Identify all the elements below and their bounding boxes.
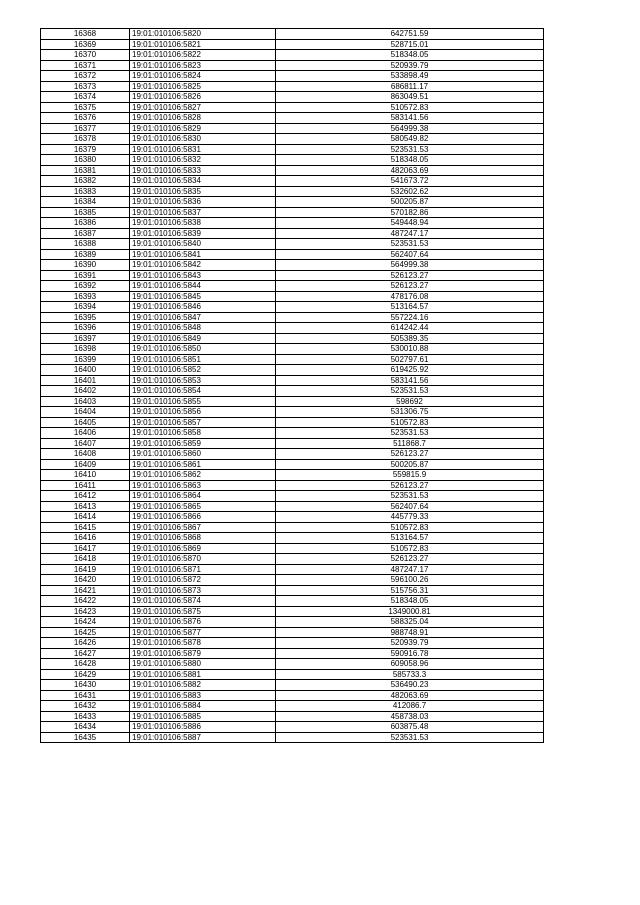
cadastral-number-cell: 19:01:010106:5885	[130, 711, 276, 722]
cadastral-number-cell: 19:01:010106:5872	[130, 575, 276, 586]
table-row	[41, 323, 544, 334]
cadastral-number-cell: 19:01:010106:5865	[130, 501, 276, 512]
row-number-cell: 16412	[41, 491, 130, 502]
table-row	[41, 155, 544, 166]
value-cell: 619425.92	[276, 365, 544, 376]
table-body	[41, 29, 544, 743]
cadastral-number-cell: 19:01:010106:5836	[130, 197, 276, 208]
table-row	[41, 512, 544, 523]
value-cell: 585733.3	[276, 669, 544, 680]
cadastral-number-cell: 19:01:010106:5840	[130, 239, 276, 250]
value-cell: 526123.27	[276, 554, 544, 565]
table-row	[41, 60, 544, 71]
cadastral-number-cell: 19:01:010106:5850	[130, 344, 276, 355]
value-cell: 458738.03	[276, 711, 544, 722]
value-cell: 614242.44	[276, 323, 544, 334]
cadastral-number-cell: 19:01:010106:5826	[130, 92, 276, 103]
value-cell: 531306.75	[276, 407, 544, 418]
row-number-cell: 16377	[41, 123, 130, 134]
table-row	[41, 102, 544, 113]
table-row	[41, 659, 544, 670]
row-number-cell: 16371	[41, 60, 130, 71]
cadastral-number-cell: 19:01:010106:5822	[130, 50, 276, 61]
row-number-cell: 16368	[41, 29, 130, 40]
table-row	[41, 407, 544, 418]
row-number-cell: 16387	[41, 228, 130, 239]
cadastral-number-cell: 19:01:010106:5877	[130, 627, 276, 638]
table-row	[41, 522, 544, 533]
row-number-cell: 16393	[41, 291, 130, 302]
row-number-cell: 16380	[41, 155, 130, 166]
cadastral-number-cell: 19:01:010106:5887	[130, 732, 276, 743]
table-row	[41, 722, 544, 733]
cadastral-number-cell: 19:01:010106:5820	[130, 29, 276, 40]
row-number-cell: 16385	[41, 207, 130, 218]
value-cell: 609058.96	[276, 659, 544, 670]
row-number-cell: 16409	[41, 459, 130, 470]
value-cell: 505389.35	[276, 333, 544, 344]
table-row	[41, 165, 544, 176]
row-number-cell: 16418	[41, 554, 130, 565]
cadastral-number-cell: 19:01:010106:5824	[130, 71, 276, 82]
row-number-cell: 16378	[41, 134, 130, 145]
row-number-cell: 16400	[41, 365, 130, 376]
table-row	[41, 417, 544, 428]
table-row	[41, 344, 544, 355]
cadastral-number-cell: 19:01:010106:5825	[130, 81, 276, 92]
table-row	[41, 701, 544, 712]
value-cell: 513164.57	[276, 302, 544, 313]
table-row	[41, 375, 544, 386]
cadastral-number-cell: 19:01:010106:5821	[130, 39, 276, 50]
row-number-cell: 16369	[41, 39, 130, 50]
row-number-cell: 16402	[41, 386, 130, 397]
value-cell: 541673.72	[276, 176, 544, 187]
table-row	[41, 585, 544, 596]
value-cell: 642751.59	[276, 29, 544, 40]
row-number-cell: 16374	[41, 92, 130, 103]
table-row	[41, 638, 544, 649]
table-row	[41, 501, 544, 512]
row-number-cell: 16424	[41, 617, 130, 628]
cadastral-number-cell: 19:01:010106:5851	[130, 354, 276, 365]
table-row	[41, 239, 544, 250]
cadastral-number-cell: 19:01:010106:5866	[130, 512, 276, 523]
value-cell: 523531.53	[276, 386, 544, 397]
value-cell: 564999.38	[276, 123, 544, 134]
value-cell: 523531.53	[276, 428, 544, 439]
value-cell: 511868.7	[276, 438, 544, 449]
row-number-cell: 16390	[41, 260, 130, 271]
row-number-cell: 16398	[41, 344, 130, 355]
table-row	[41, 386, 544, 397]
cadastral-number-cell: 19:01:010106:5832	[130, 155, 276, 166]
value-cell: 510572.83	[276, 543, 544, 554]
value-cell: 530010.88	[276, 344, 544, 355]
table-row	[41, 459, 544, 470]
table-row	[41, 575, 544, 586]
table-row	[41, 197, 544, 208]
row-number-cell: 16426	[41, 638, 130, 649]
row-number-cell: 16432	[41, 701, 130, 712]
cadastral-number-cell: 19:01:010106:5871	[130, 564, 276, 575]
table-row	[41, 50, 544, 61]
cadastral-number-cell: 19:01:010106:5853	[130, 375, 276, 386]
row-number-cell: 16372	[41, 71, 130, 82]
row-number-cell: 16401	[41, 375, 130, 386]
value-cell: 603875.48	[276, 722, 544, 733]
table-row	[41, 249, 544, 260]
cadastral-number-cell: 19:01:010106:5869	[130, 543, 276, 554]
value-cell: 526123.27	[276, 281, 544, 292]
row-number-cell: 16370	[41, 50, 130, 61]
value-cell: 520939.79	[276, 60, 544, 71]
table-row	[41, 123, 544, 134]
row-number-cell: 16408	[41, 449, 130, 460]
row-number-cell: 16434	[41, 722, 130, 733]
table-row	[41, 543, 544, 554]
value-cell: 596100.26	[276, 575, 544, 586]
cadastral-value-table	[40, 28, 544, 743]
table-row	[41, 438, 544, 449]
table-row	[41, 711, 544, 722]
cadastral-number-cell: 19:01:010106:5835	[130, 186, 276, 197]
cadastral-number-cell: 19:01:010106:5834	[130, 176, 276, 187]
table-row	[41, 312, 544, 323]
cadastral-number-cell: 19:01:010106:5844	[130, 281, 276, 292]
cadastral-number-cell: 19:01:010106:5879	[130, 648, 276, 659]
row-number-cell: 16420	[41, 575, 130, 586]
cadastral-number-cell: 19:01:010106:5852	[130, 365, 276, 376]
table-row	[41, 365, 544, 376]
table-row	[41, 281, 544, 292]
table-row	[41, 732, 544, 743]
cadastral-number-cell: 19:01:010106:5882	[130, 680, 276, 691]
table-row	[41, 617, 544, 628]
table-row	[41, 144, 544, 155]
row-number-cell: 16373	[41, 81, 130, 92]
table-row	[41, 228, 544, 239]
cadastral-number-cell: 19:01:010106:5875	[130, 606, 276, 617]
cadastral-number-cell: 19:01:010106:5828	[130, 113, 276, 124]
cadastral-number-cell: 19:01:010106:5827	[130, 102, 276, 113]
table-row	[41, 480, 544, 491]
value-cell: 487247.17	[276, 228, 544, 239]
cadastral-number-cell: 19:01:010106:5830	[130, 134, 276, 145]
row-number-cell: 16413	[41, 501, 130, 512]
cadastral-number-cell: 19:01:010106:5837	[130, 207, 276, 218]
table-row	[41, 29, 544, 40]
value-cell: 863049.51	[276, 92, 544, 103]
value-cell: 583141.56	[276, 375, 544, 386]
table-row	[41, 606, 544, 617]
table-row	[41, 176, 544, 187]
cadastral-number-cell: 19:01:010106:5861	[130, 459, 276, 470]
value-cell: 590916.78	[276, 648, 544, 659]
table-row	[41, 302, 544, 313]
table-row	[41, 260, 544, 271]
row-number-cell: 16410	[41, 470, 130, 481]
table-row	[41, 333, 544, 344]
cadastral-number-cell: 19:01:010106:5878	[130, 638, 276, 649]
row-number-cell: 16422	[41, 596, 130, 607]
row-number-cell: 16419	[41, 564, 130, 575]
table-row	[41, 39, 544, 50]
table-row	[41, 690, 544, 701]
cadastral-number-cell: 19:01:010106:5829	[130, 123, 276, 134]
row-number-cell: 16429	[41, 669, 130, 680]
value-cell: 523531.53	[276, 144, 544, 155]
table-row	[41, 533, 544, 544]
row-number-cell: 16375	[41, 102, 130, 113]
table-row	[41, 596, 544, 607]
row-number-cell: 16405	[41, 417, 130, 428]
row-number-cell: 16389	[41, 249, 130, 260]
table-row	[41, 470, 544, 481]
cadastral-number-cell: 19:01:010106:5838	[130, 218, 276, 229]
value-cell: 510572.83	[276, 102, 544, 113]
cadastral-number-cell: 19:01:010106:5858	[130, 428, 276, 439]
cadastral-number-cell: 19:01:010106:5862	[130, 470, 276, 481]
cadastral-number-cell: 19:01:010106:5849	[130, 333, 276, 344]
value-cell: 532602.62	[276, 186, 544, 197]
value-cell: 487247.17	[276, 564, 544, 575]
value-cell: 988748.91	[276, 627, 544, 638]
row-number-cell: 16430	[41, 680, 130, 691]
cadastral-number-cell: 19:01:010106:5831	[130, 144, 276, 155]
value-cell: 526123.27	[276, 449, 544, 460]
row-number-cell: 16404	[41, 407, 130, 418]
cadastral-number-cell: 19:01:010106:5884	[130, 701, 276, 712]
value-cell: 583141.56	[276, 113, 544, 124]
table-row	[41, 449, 544, 460]
value-cell: 510572.83	[276, 522, 544, 533]
row-number-cell: 16394	[41, 302, 130, 313]
cadastral-number-cell: 19:01:010106:5868	[130, 533, 276, 544]
table-row	[41, 627, 544, 638]
row-number-cell: 16384	[41, 197, 130, 208]
row-number-cell: 16395	[41, 312, 130, 323]
value-cell: 588325.04	[276, 617, 544, 628]
row-number-cell: 16428	[41, 659, 130, 670]
table-row	[41, 669, 544, 680]
value-cell: 533898.49	[276, 71, 544, 82]
cadastral-number-cell: 19:01:010106:5841	[130, 249, 276, 260]
value-cell: 520939.79	[276, 638, 544, 649]
cadastral-number-cell: 19:01:010106:5846	[130, 302, 276, 313]
cadastral-number-cell: 19:01:010106:5863	[130, 480, 276, 491]
table-row	[41, 81, 544, 92]
row-number-cell: 16399	[41, 354, 130, 365]
value-cell: 580549.82	[276, 134, 544, 145]
value-cell: 445779.33	[276, 512, 544, 523]
value-cell: 518348.05	[276, 155, 544, 166]
cadastral-number-cell: 19:01:010106:5867	[130, 522, 276, 533]
cadastral-number-cell: 19:01:010106:5873	[130, 585, 276, 596]
row-number-cell: 16392	[41, 281, 130, 292]
table-row	[41, 554, 544, 565]
value-cell: 515756.31	[276, 585, 544, 596]
value-cell: 526123.27	[276, 480, 544, 491]
row-number-cell: 16416	[41, 533, 130, 544]
table-row	[41, 207, 544, 218]
cadastral-number-cell: 19:01:010106:5847	[130, 312, 276, 323]
cadastral-number-cell: 19:01:010106:5860	[130, 449, 276, 460]
row-number-cell: 16397	[41, 333, 130, 344]
value-cell: 564999.38	[276, 260, 544, 271]
cadastral-number-cell: 19:01:010106:5823	[130, 60, 276, 71]
row-number-cell: 16414	[41, 512, 130, 523]
row-number-cell: 16382	[41, 176, 130, 187]
cadastral-number-cell: 19:01:010106:5856	[130, 407, 276, 418]
row-number-cell: 16386	[41, 218, 130, 229]
table-row	[41, 491, 544, 502]
table-row	[41, 92, 544, 103]
value-cell: 562407.64	[276, 249, 544, 260]
cadastral-number-cell: 19:01:010106:5839	[130, 228, 276, 239]
value-cell: 570182.86	[276, 207, 544, 218]
cadastral-number-cell: 19:01:010106:5883	[130, 690, 276, 701]
cadastral-number-cell: 19:01:010106:5833	[130, 165, 276, 176]
row-number-cell: 16406	[41, 428, 130, 439]
row-number-cell: 16421	[41, 585, 130, 596]
value-cell: 513164.57	[276, 533, 544, 544]
value-cell: 482063.69	[276, 690, 544, 701]
value-cell: 559815.9	[276, 470, 544, 481]
row-number-cell: 16417	[41, 543, 130, 554]
table-row	[41, 564, 544, 575]
table-row	[41, 186, 544, 197]
value-cell: 518348.05	[276, 596, 544, 607]
cadastral-number-cell: 19:01:010106:5859	[130, 438, 276, 449]
cadastral-number-cell: 19:01:010106:5854	[130, 386, 276, 397]
row-number-cell: 16415	[41, 522, 130, 533]
row-number-cell: 16407	[41, 438, 130, 449]
row-number-cell: 16396	[41, 323, 130, 334]
value-cell: 482063.69	[276, 165, 544, 176]
value-cell: 412086.7	[276, 701, 544, 712]
cadastral-number-cell: 19:01:010106:5842	[130, 260, 276, 271]
row-number-cell: 16383	[41, 186, 130, 197]
row-number-cell: 16376	[41, 113, 130, 124]
value-cell: 500205.87	[276, 197, 544, 208]
row-number-cell: 16403	[41, 396, 130, 407]
row-number-cell: 16431	[41, 690, 130, 701]
cadastral-number-cell: 19:01:010106:5855	[130, 396, 276, 407]
table-row	[41, 291, 544, 302]
row-number-cell: 16411	[41, 480, 130, 491]
value-cell: 523531.53	[276, 732, 544, 743]
table-row	[41, 71, 544, 82]
value-cell: 1349000.81	[276, 606, 544, 617]
value-cell: 523531.53	[276, 491, 544, 502]
value-cell: 502797.61	[276, 354, 544, 365]
cadastral-number-cell: 19:01:010106:5880	[130, 659, 276, 670]
cadastral-number-cell: 19:01:010106:5845	[130, 291, 276, 302]
table-row	[41, 396, 544, 407]
row-number-cell: 16425	[41, 627, 130, 638]
cadastral-number-cell: 19:01:010106:5881	[130, 669, 276, 680]
table-row	[41, 428, 544, 439]
table-row	[41, 648, 544, 659]
cadastral-number-cell: 19:01:010106:5864	[130, 491, 276, 502]
cadastral-number-cell: 19:01:010106:5876	[130, 617, 276, 628]
cadastral-number-cell: 19:01:010106:5848	[130, 323, 276, 334]
table-row	[41, 354, 544, 365]
value-cell: 562407.64	[276, 501, 544, 512]
cadastral-number-cell: 19:01:010106:5870	[130, 554, 276, 565]
value-cell: 478176.08	[276, 291, 544, 302]
row-number-cell: 16391	[41, 270, 130, 281]
value-cell: 536490.23	[276, 680, 544, 691]
value-cell: 528715.01	[276, 39, 544, 50]
value-cell: 598692	[276, 396, 544, 407]
value-cell: 523531.53	[276, 239, 544, 250]
value-cell: 500205.87	[276, 459, 544, 470]
table-row	[41, 113, 544, 124]
cadastral-number-cell: 19:01:010106:5874	[130, 596, 276, 607]
table-row	[41, 134, 544, 145]
row-number-cell: 16381	[41, 165, 130, 176]
value-cell: 510572.83	[276, 417, 544, 428]
cadastral-number-cell: 19:01:010106:5843	[130, 270, 276, 281]
value-cell: 518348.05	[276, 50, 544, 61]
row-number-cell: 16433	[41, 711, 130, 722]
cadastral-number-cell: 19:01:010106:5857	[130, 417, 276, 428]
row-number-cell: 16423	[41, 606, 130, 617]
table-row	[41, 218, 544, 229]
row-number-cell: 16435	[41, 732, 130, 743]
value-cell: 549448.94	[276, 218, 544, 229]
table-row	[41, 680, 544, 691]
value-cell: 686811.17	[276, 81, 544, 92]
row-number-cell: 16379	[41, 144, 130, 155]
row-number-cell: 16388	[41, 239, 130, 250]
row-number-cell: 16427	[41, 648, 130, 659]
table-row	[41, 270, 544, 281]
value-cell: 526123.27	[276, 270, 544, 281]
cadastral-number-cell: 19:01:010106:5886	[130, 722, 276, 733]
value-cell: 557224.16	[276, 312, 544, 323]
